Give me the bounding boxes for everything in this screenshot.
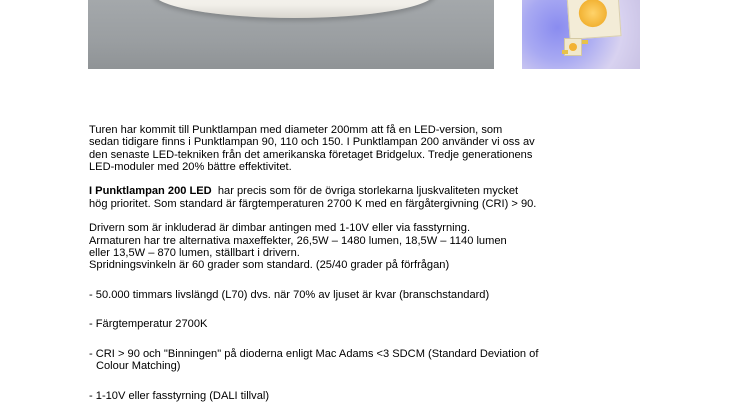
quality-line: hög prioritet. Som standard är färgtemperaturen 2700 K med en färgåtergivning (CRI) > 90. [89, 197, 537, 210]
spacer [89, 373, 649, 385]
quality-line [89, 185, 649, 197]
driver-line: Spridningsvinkeln är 60 grader som standard. (25/40 grader på förfrågan) [89, 259, 450, 272]
bullet-cri-cont: Colour Matching) [96, 360, 181, 373]
driver-line: Drivern som är inkluderad är dimbar antingen med 1-10V eller via fasstyrning. [89, 222, 471, 235]
bullet-color-temp: - Färgtemperatur 2700K [89, 318, 208, 331]
spacer [89, 210, 649, 222]
led-board [566, 0, 621, 40]
bullet-cri: - CRI > 90 och "Binningen" på dioderna enligt Mac Adams <3 SDCM (Standard Deviation of [89, 348, 539, 361]
quality-text: har precis som för de övriga storlekarna ljuskvaliteten mycket [211, 185, 519, 198]
driver-line: Armaturen har tre alternativa maxeffekter, 26,5W – 1480 lumen, 18,5W – 1140 lumen [89, 234, 507, 247]
spacer [89, 301, 649, 313]
intro-line: Turen har kommit till Punktlampan med diameter 200mm att få en LED-version, som [89, 124, 503, 136]
product-description [89, 124, 649, 402]
lamp-disc [152, 0, 436, 18]
small-led-emitter [569, 43, 577, 51]
bullet-dimming: - 1-10V eller fasstyrning (DALI tillval) [89, 389, 270, 402]
spacer [89, 331, 649, 343]
solder-pad [562, 50, 568, 54]
intro-line: LED-moduler med 20% bättre effektivitet. [89, 160, 292, 173]
led-chip-photo [522, 0, 640, 69]
product-name: I Punktlampan 200 LED [89, 185, 212, 198]
ceiling-lamp-photo [88, 0, 494, 69]
bullet-lifetime: - 50.000 timmars livslängd (L70) dvs. när 70% av ljuset är kvar (branschstandard) [89, 288, 490, 301]
led-emitter [578, 0, 608, 28]
spacer [89, 173, 649, 185]
driver-line: eller 13,5W – 870 lumen, ställbart i drivern. [89, 246, 300, 259]
solder-pad [582, 40, 588, 44]
intro-line: den senaste LED-tekniken från det amerikanska företaget Bridgelux. Tredje generationens [89, 148, 533, 161]
spacer [89, 272, 649, 284]
intro-line: sedan tidigare finns i Punktlampan 90, 110 och 150. I Punktlampan 200 använder vi oss av [89, 136, 535, 149]
